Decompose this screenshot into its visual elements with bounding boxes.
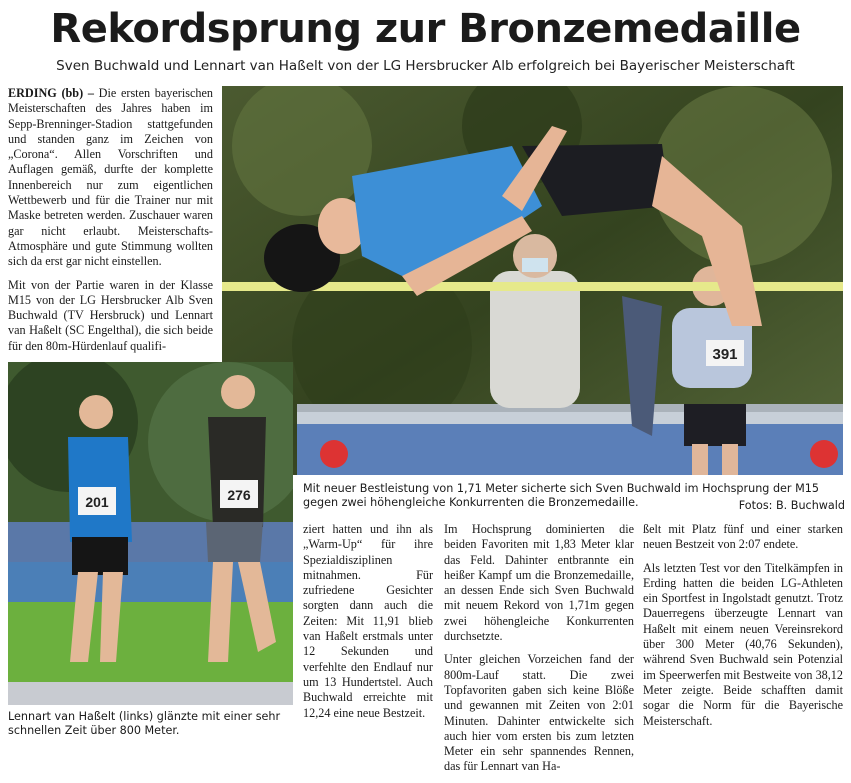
text-column-4: [643, 522, 843, 737]
paragraph-800m-result: ßelt mit Platz fünf und einer starken neuen Bestzeit von 2:07 endete.: [643, 522, 843, 552]
paragraph-participants: Mit von der Partie waren in der Klasse M15 von der LG Hersbrucker Alb Sven Buchwald (TV Hersbruck) und Lennart van Haßelt (SC Engelthal), die sich beide für den 80m-Hürdenlauf qualifi-: [8, 277, 213, 353]
photo-caption-runners: Lennart van Haßelt (links) glänzte mit einer sehr schnellen Zeit über 800 Meter.: [8, 710, 281, 737]
article-subheadline: Sven Buchwald und Lennart van Haßelt von der LG Hersbrucker Alb erfolgreich bei Bayerischer Meisterschaft: [56, 58, 795, 74]
paragraph-intro: [8, 86, 213, 270]
photo-800m-runners: [8, 362, 293, 705]
bib-number-276: 276: [227, 487, 251, 503]
paragraph-high-jump: Im Hochsprung dominierten die beiden Favoriten mit 1,83 Meter klar das Feld. Dahinter entbrannte ein heißer Kampf um die Bronzemedaille, an dessen Ende sich Sven Buchwald mit neuem Rekord von 1,71m gegen zwei höhengleiche Konkurrenten durchsetzte.: [444, 522, 634, 644]
paragraph-hurdles: ziert hatten und ihn als „Warm-Up“ für ihre Spezialdisziplinen mitnahmen. Für zufriedene Gesichter sorgten dann auch die Zeiten: Mit 11,91 blieb van Haßelt erstmals unter 12 Sekunden und verfehlte den Endlauf nur um 13 Hundertstel. Auch Buchwald erreichte mit 12,24 eine neue Bestzeit.: [303, 522, 433, 720]
paragraph-intro-text: Die ersten bayerischen Meisterschaften des Jahres haben im Sepp-Brenninger-Stadion stattgefunden und standen ganz im Zeichen von „Corona“. Allen Vorschriften und Auflagen gemäß, durfte der komplette Innenbereich nur zum eigentlichen Wettbewerb und für die Trainer nur mit Maske betreten werden. Zuschauer waren gar nicht erlaubt. Meisterschafts-Atmosphäre und gute Stimmung wollten sich da erst gar nicht einstellen.: [8, 86, 213, 269]
paragraph-800m: Unter gleichen Vorzeichen fand der 800m-Lauf statt. Die zwei Topfavoriten gaben sich keine Blöße und gewannen mit Zeiten von 2:01 Minuten. Dahinter entwickelte sich auch hier vom ersten bis zum letzten Meter ein sehr spannendes Rennen, das für Lennart van Ha-: [444, 652, 634, 774]
bib-number-391: 391: [712, 346, 738, 363]
dateline: ERDING (bb) –: [8, 86, 94, 100]
text-column-3: [444, 522, 634, 783]
text-column-1: [8, 86, 213, 362]
bib-number-201: 201: [85, 494, 109, 510]
photo-high-jump: [222, 86, 843, 475]
text-column-2: [303, 522, 433, 729]
article-headline: Rekordsprung zur Bronzemedaille: [50, 6, 801, 52]
photo-credit: Fotos: B. Buchwald: [738, 499, 845, 512]
photo-caption-main: Mit neuer Bestleistung von 1,71 Meter sicherte sich Sven Buchwald im Hochsprung der M15 gegen zwei höhengleiche Konkurrenten die Bronzemedaille.: [303, 482, 819, 509]
paragraph-ingolstadt: Als letzten Test vor den Titelkämpfen in Erding hatten die beiden LG-Athleten ein Sportfest in Ingolstadt genutzt. Trotz Dauerregens überzeugte Lennart van Haßelt mit einem neuen Vereinsrekord über 300 Meter (40,76 Sekunden), während Sven Buchwald sein Potenzial im Speerwerfen mit Bestweite von 38,12 Meter zeigte. Beide schafften damit sogar die Norm für die Bayerische Meisterschaft.: [643, 560, 843, 728]
